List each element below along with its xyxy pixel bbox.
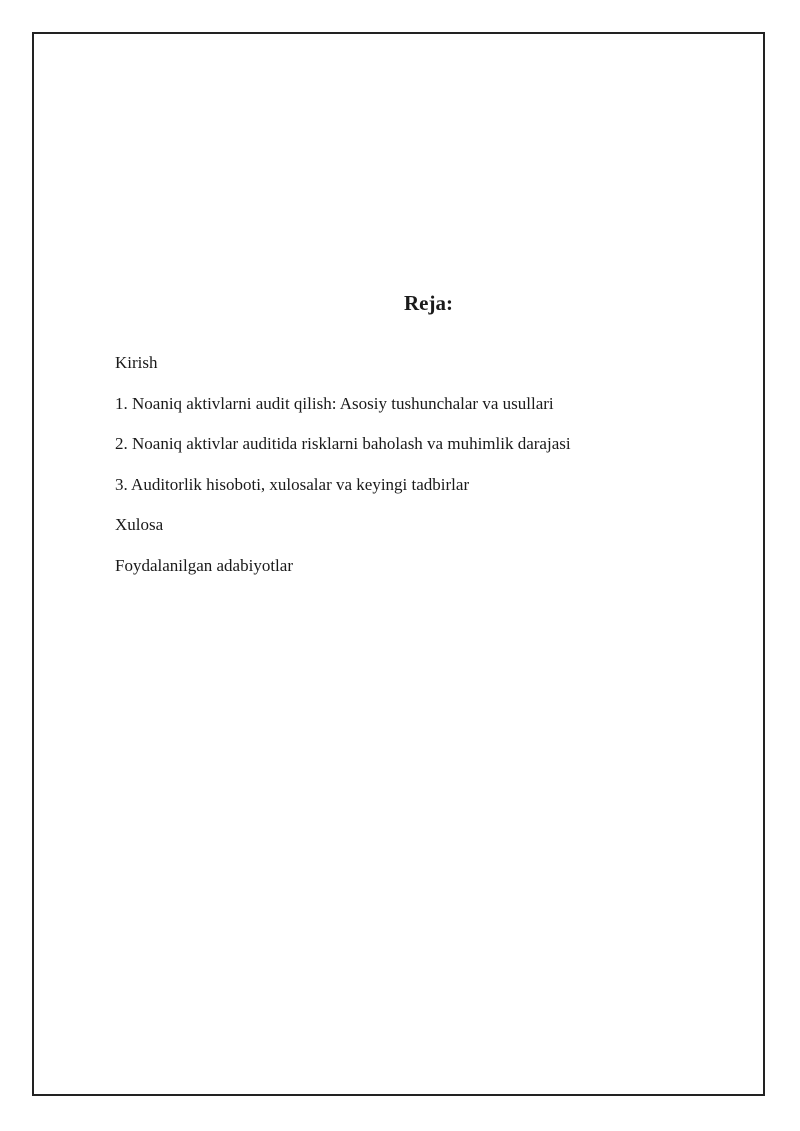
toc-item-conclusion: Xulosa <box>115 515 164 534</box>
page-title: Reja: <box>404 291 453 315</box>
toc-item-chapter-1: 1. Noaniq aktivlarni audit qilish: Asosiy tushunchalar va usullari <box>115 393 554 413</box>
page-border <box>32 32 765 1096</box>
table-of-contents <box>115 352 571 595</box>
toc-item-chapter-2: 2. Noaniq aktivlar auditida risklarni baholash va muhimlik darajasi <box>115 434 571 453</box>
toc-item-chapter-3: 3. Auditorlik hisoboti, xulosalar va keyingi tadbirlar <box>115 474 470 494</box>
toc-item-introduction: Kirish <box>115 353 158 372</box>
toc-item-references: Foydalanilgan adabiyotlar <box>115 555 293 575</box>
